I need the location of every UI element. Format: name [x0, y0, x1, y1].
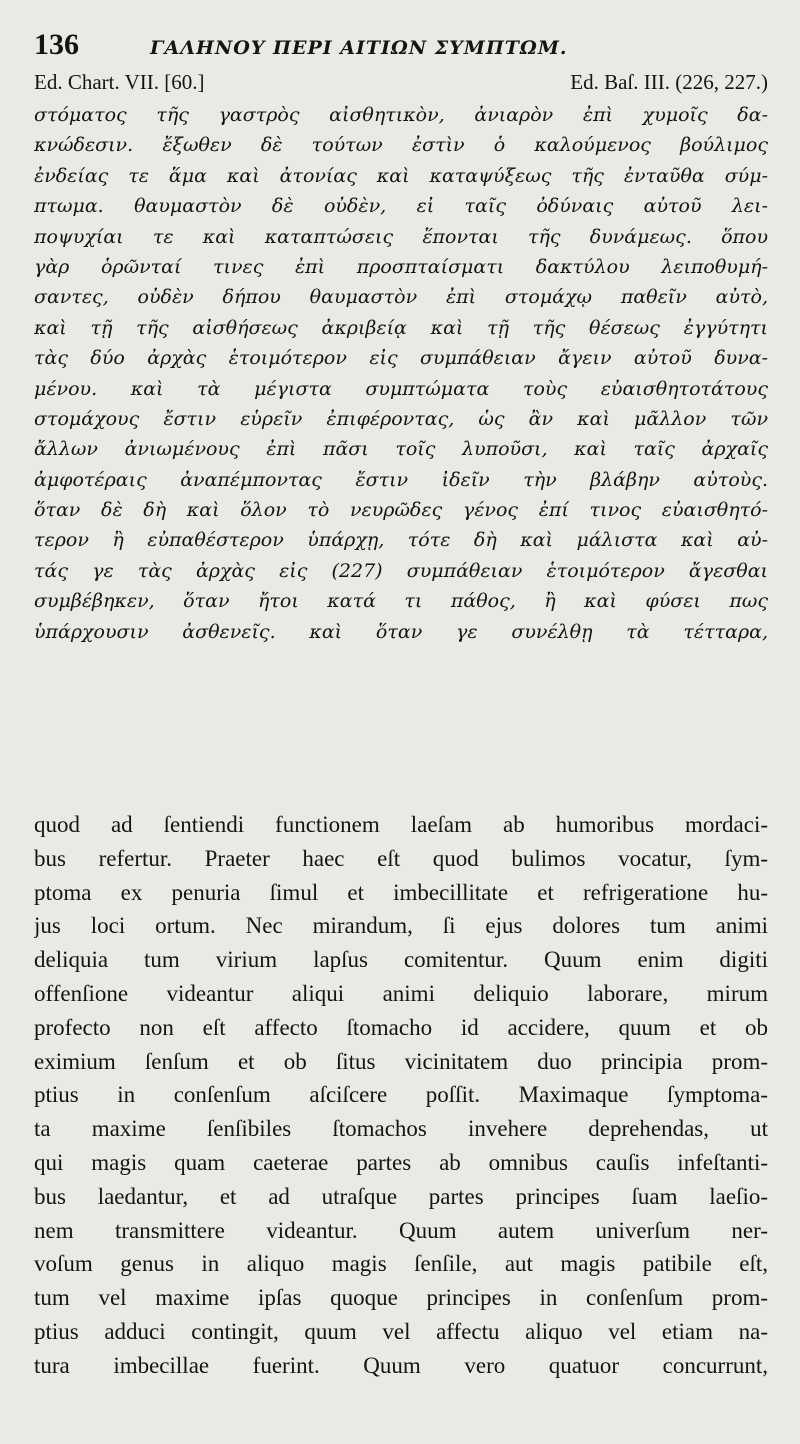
greek-line: ἄλλων ἀνιωμένους ἐπὶ πᾶσι τοῖς λυποῦσι, καὶ ταῖς ἀρχαῖς: [34, 438, 768, 461]
latin-line: bus refertur. Praeter haec eſt quod bulimos vocatur, ſym-: [34, 845, 768, 871]
greek-line: ὅταν δὲ δὴ καὶ ὅλον τὸ νευρῶδες γένος ἐπί τινος εὐαισθητό-: [34, 499, 768, 522]
latin-line: ptius in conſenſum aſciſcere poſſit. Maximaque ſymptoma-: [34, 1082, 768, 1108]
greek-line: μένου. καὶ τὰ μέγιστα συμπτώματα τοὺς εὐαισθητοτάτους: [34, 377, 768, 400]
greek-line: στόματος τῆς γαστρὸς αἰσθητικὸν, ἀνιαρὸν ἐπὶ χυμοῖς δα-: [34, 104, 768, 126]
edition-basel: Ed. Baſ. III. (226, 227.): [570, 70, 768, 94]
greek-line: πτωμα. θαυμαστὸν δὲ οὐδὲν, εἰ ταῖς ὀδύναις αὐτοῦ λει-: [34, 195, 768, 218]
edition-references: [34, 70, 768, 96]
latin-line: quod ad ſentiendi functionem laeſam ab humoribus mordaci-: [34, 812, 768, 837]
running-head: [34, 28, 768, 62]
latin-line: voſum genus in aliquo magis ſenſile, aut magis patibile eſt,: [34, 1251, 768, 1277]
latin-line: eximium ſenſum et ob ſitus vicinitatem duo principia prom-: [34, 1048, 768, 1074]
latin-line: ptoma ex penuria ſimul et imbecillitate et refrigeratione hu-: [34, 879, 768, 905]
greek-line: ἀμφοτέραις ἀναπέμποντας ἔστιν ἰδεῖν τὴν βλάβην αὐτοὺς.: [34, 468, 768, 491]
greek-line: στομάχους ἔστιν εὑρεῖν ἐπιφέροντας, ὡς ἂν καὶ μᾶλλον τῶν: [34, 407, 768, 430]
latin-text-block: [34, 808, 768, 1383]
greek-line: κνώδεσιν. ἔξωθεν δὲ τούτων ἐστὶν ὁ καλούμενος βούλιμος: [34, 134, 768, 157]
greek-line: τερον ἢ εὐπαθέστερον ὑπάρχῃ, τότε δὴ καὶ μάλιστα καὶ αὐ-: [34, 529, 768, 552]
latin-line: qui magis quam caeterae partes ab omnibus cauſis infeſtanti-: [34, 1149, 768, 1175]
greek-line: τὰς δύο ἀρχὰς ἑτοιμότερον εἰς συμπάθειαν ἄγειν αὐτοῦ δυνα-: [34, 347, 768, 370]
greek-line: συμβέβηκεν, ὅταν ἤτοι κατά τι πάθος, ἢ καὶ φύσει πως: [34, 590, 768, 613]
running-title: ΓΑΛΗΝΟΥ ΠΕΡΙ ΑΙΤΙΩΝ ΣΥΜΠΤΩΜ.: [150, 37, 568, 59]
edition-chartier: Ed. Chart. VII. [60.]: [34, 70, 205, 94]
latin-line: jus loci ortum. Nec mirandum, ſi ejus dolores tum animi: [34, 913, 768, 939]
greek-line: καὶ τῇ τῆς αἰσθήσεως ἀκριβείᾳ καὶ τῇ τῆς θέσεως ἐγγύτητι: [34, 316, 768, 339]
greek-text-block: [34, 100, 768, 647]
greek-line: σαντες, οὐδὲν δήπου θαυμαστὸν ἐπὶ στομάχῳ παθεῖν αὐτὸ,: [34, 286, 768, 309]
greek-line: γὰρ ὁρῶνταί τινες ἐπὶ προσπταίσματι δακτύλου λειποθυμή-: [34, 255, 768, 278]
latin-line: profecto non eſt affecto ſtomacho id accidere, quum et ob: [34, 1014, 768, 1040]
page-number: 136: [34, 28, 79, 61]
latin-line: deliquia tum virium lapſus comitentur. Quum enim digiti: [34, 947, 768, 973]
latin-line: tura imbecillae fuerint. Quum vero quatuor concurrunt,: [34, 1352, 768, 1378]
latin-line: nem transmittere videantur. Quum autem univerſum ner-: [34, 1217, 768, 1243]
latin-line: ptius adduci contingit, quum vel affectu aliquo vel etiam na-: [34, 1318, 768, 1344]
greek-line: ἐνδείας τε ἅμα καὶ ἀτονίας καὶ καταψύξεως τῆς ἐνταῦθα σύμ-: [34, 164, 768, 187]
greek-line: τάς γε τὰς ἀρχὰς εἰς (227) συμπάθειαν ἑτοιμότερον ἄγεσθαι: [34, 559, 768, 582]
latin-line: offenſione videantur aliqui animi deliquio laborare, mirum: [34, 980, 768, 1006]
greek-line: ποψυχίαι τε καὶ καταπτώσεις ἕπονται τῆς δυνάμεως. ὅπου: [34, 225, 768, 248]
greek-line: ὑπάρχουσιν ἀσθενεῖς. καὶ ὅταν γε συνέλθῃ τὰ τέτταρα,: [34, 620, 768, 643]
latin-line: bus laedantur, et ad utraſque partes principes ſuam laeſio-: [34, 1183, 768, 1209]
book-page: [34, 28, 768, 1378]
latin-line: tum vel maxime ipſas quoque principes in conſenſum prom-: [34, 1285, 768, 1311]
latin-line: ta maxime ſenſibiles ſtomachos invehere deprehendas, ut: [34, 1116, 768, 1142]
